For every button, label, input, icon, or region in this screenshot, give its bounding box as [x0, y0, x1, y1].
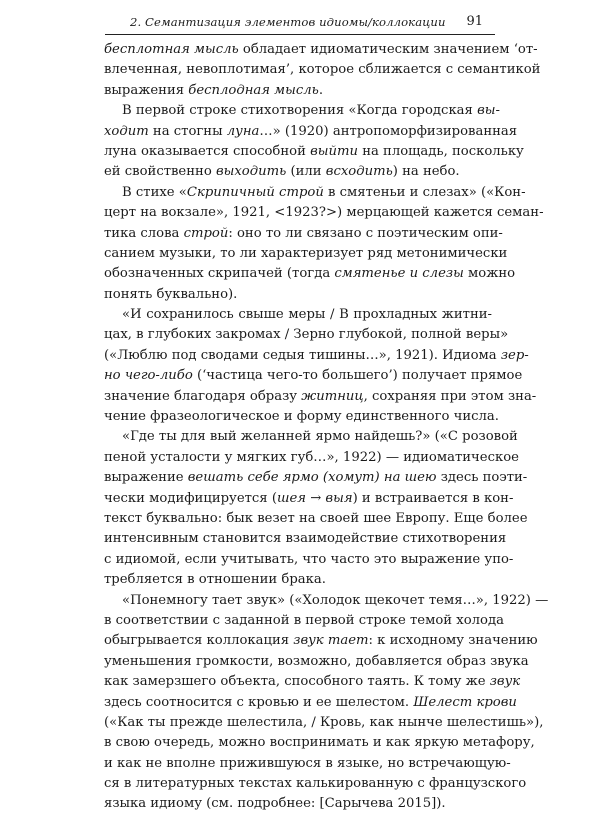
text-line — [104, 509, 528, 529]
text-run: уменьшения громкости, возможно, добавляется образ звука — [104, 653, 529, 669]
italic-term: ходит — [104, 123, 149, 139]
text-line — [104, 285, 492, 305]
text-line — [104, 305, 492, 325]
italic-term: смятенье и слезы — [334, 266, 464, 282]
text-run: интенсивным становится взаимодействие стихотворения — [104, 531, 507, 547]
body-text — [104, 40, 549, 815]
text-run: обладает идиоматическим значением ‘от- — [238, 42, 538, 57]
text-run: тика слова — [104, 225, 184, 241]
italic-term: но чего-либо — [104, 368, 193, 384]
text-run: …» (1920) антропоморфизированная — [259, 123, 518, 139]
text-run: цах, в глубоких закромах / Зерно глубокой, полной веры» — [104, 327, 509, 343]
text-line — [104, 713, 544, 733]
text-run: («Люблю под сводами седыя тишины…», 1921). Идиома — [104, 347, 501, 363]
text-line — [104, 733, 535, 753]
text-run: (или — [286, 164, 326, 180]
text-run: луна оказывается способной — [104, 143, 311, 159]
italic-term: выйти — [310, 143, 359, 159]
text-run: чение фразеологическое и форму единственного числа. — [104, 409, 499, 425]
text-line — [104, 489, 514, 509]
text-run: чески модифицируется ( — [104, 490, 277, 506]
running-head-title: 2. Семантизация элементов идиомы/коллокации — [130, 15, 446, 29]
italic-term: житниц — [301, 388, 364, 404]
italic-term: вы- — [477, 103, 500, 119]
text-run: , сохраняя при этом зна- — [363, 388, 537, 404]
paragraph — [104, 183, 544, 305]
text-line — [104, 754, 511, 774]
text-line — [104, 346, 529, 366]
text-run: пеной усталости у мягких губ…», 1922) — идиоматическое — [104, 449, 519, 465]
text-line — [104, 40, 538, 60]
text-run: как замерзшего объекта, способного таять. К тому же — [104, 674, 490, 690]
text-line — [104, 387, 537, 407]
text-run: в свою очередь, можно воспринимать и как яркую метафору, — [104, 735, 535, 751]
text-line — [104, 122, 518, 142]
text-line — [104, 570, 492, 590]
text-line — [104, 407, 499, 427]
paragraph — [104, 40, 541, 101]
paragraph — [104, 591, 549, 815]
text-run: санием музыки, то ли характеризует ряд метонимически — [104, 245, 508, 261]
italic-term: звук — [489, 674, 521, 690]
italic-term: всходить — [325, 164, 393, 180]
italic-term: бесплотная мысль — [104, 42, 239, 57]
text-run: «Понемногу тает звук» («Холодок щекочет темя…», 1922) — — [122, 592, 549, 608]
text-run: ) на небо. — [392, 164, 460, 180]
text-run: языка идиому (см. подробнее: [Сарычева 2015]). — [104, 796, 446, 812]
text-line — [104, 427, 518, 447]
italic-term: зер- — [500, 347, 529, 363]
text-run: требляется в отношении брака. — [104, 572, 326, 588]
text-run: с идиомой, если учитывать, что часто это выражение упо- — [104, 551, 514, 567]
text-line — [104, 81, 492, 101]
text-run: в соответствии с заданной в первой строке темой холода — [104, 612, 504, 628]
text-run: выражения — [104, 82, 189, 98]
text-run: церт на вокзале», 1921, <1923?>) мерцающей кажется семан- — [104, 205, 544, 221]
text-run: (‘частица чего-то большего’) получает прямое — [192, 368, 523, 384]
text-line — [104, 652, 529, 672]
text-run: здесь соотносится с кровью и ее шелестом. — [104, 694, 414, 710]
text-line — [104, 611, 504, 631]
text-run: («Как ты прежде шелестила, / Кровь, как нынче шелестишь»), — [104, 714, 544, 730]
text-run: «Где ты для вый желанней ярмо найдешь?» («С розовой — [122, 429, 518, 445]
italic-term: звук тает — [293, 633, 369, 649]
text-line — [104, 142, 524, 162]
text-run: . — [318, 82, 324, 98]
text-line — [104, 529, 507, 549]
text-run: обозначенных скрипачей (тогда — [104, 266, 335, 282]
italic-term: шея → выя — [276, 490, 353, 506]
text-line — [104, 631, 538, 651]
text-run: : оно то ли связано с поэтическим опи- — [228, 225, 503, 241]
text-line — [104, 693, 517, 713]
text-line — [104, 550, 514, 570]
italic-term: Шелест крови — [413, 694, 517, 710]
text-line — [104, 183, 526, 203]
text-line — [104, 448, 519, 468]
text-line — [104, 264, 516, 284]
text-run: и как не вполне прижившуюся в языке, но встречающую- — [104, 755, 511, 771]
text-line — [104, 224, 503, 244]
text-line — [104, 366, 523, 386]
text-line — [104, 101, 500, 121]
text-run: значение благодаря образу — [104, 388, 302, 404]
text-line — [104, 468, 528, 488]
text-run: здесь поэти- — [436, 470, 528, 486]
text-run: выражение — [104, 470, 188, 486]
italic-term: бесплодная мысль — [188, 82, 319, 98]
header-rule — [105, 34, 495, 35]
text-run: понять буквально). — [104, 286, 238, 302]
italic-term: выходить — [215, 164, 287, 180]
text-run: ) и встраивается в кон- — [352, 490, 514, 506]
text-line — [104, 244, 508, 264]
text-run: в смятеньи и слезах» («Кон- — [323, 184, 526, 200]
text-run: В стихе « — [122, 184, 187, 200]
text-run: текст буквально: бык везет на своей шее Европу. Еще более — [104, 510, 528, 526]
text-run: ся в литературных текстах калькированную с французского — [104, 776, 527, 792]
italic-term: Скрипичный строй — [186, 184, 324, 200]
text-line — [104, 203, 544, 223]
text-line — [104, 774, 527, 794]
italic-term: строй — [183, 225, 229, 241]
paragraph — [104, 427, 528, 590]
running-head — [105, 9, 495, 35]
text-line — [104, 794, 492, 814]
text-line — [104, 325, 509, 345]
text-run: обыгрывается коллокация — [104, 633, 294, 649]
text-line — [104, 162, 492, 182]
text-run: ей свойственно — [104, 164, 216, 180]
text-line — [104, 672, 521, 692]
text-run: на площадь, поскольку — [358, 143, 524, 159]
text-line — [104, 591, 549, 611]
text-run: В первой строке стихотворения «Когда городская — [122, 103, 478, 119]
page-number: 91 — [466, 14, 483, 29]
italic-term: луна — [226, 123, 260, 139]
text-line — [104, 60, 541, 80]
paragraph — [104, 101, 524, 183]
text-run: на стогны — [148, 123, 227, 139]
text-run: можно — [463, 266, 516, 282]
text-run: влеченная, невоплотимая’, которое сближается с семантикой — [104, 62, 541, 78]
italic-term: вешать себе ярмо (хомут) на шею — [187, 470, 437, 486]
text-run: «И сохранилось свыше меры / В прохладных житни- — [122, 307, 492, 323]
text-run: : к исходному значению — [368, 633, 538, 649]
paragraph — [104, 305, 537, 427]
